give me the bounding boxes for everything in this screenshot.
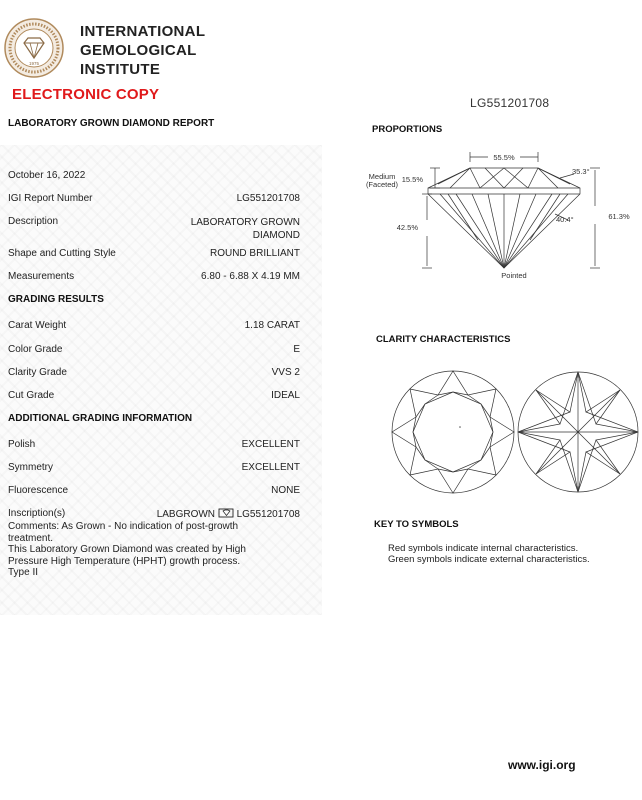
field-value-line: DIAMOND (252, 230, 300, 241)
field-label: Fluorescence (8, 485, 69, 496)
total-depth-value: 61.3% (608, 212, 630, 221)
crown-angle-value: 35.3° (572, 167, 590, 176)
key-line: Green symbols indicate external characteristics. (388, 554, 590, 565)
field-value: EXCELLENT (241, 439, 300, 450)
report-title: LABORATORY GROWN DIAMOND REPORT (8, 118, 215, 129)
seal-year: 1975 (28, 61, 40, 66)
field-label: Clarity Grade (8, 367, 67, 378)
proportions-diagram (360, 140, 642, 290)
field-label: Color Grade (8, 344, 63, 355)
comment-line: Type II (8, 567, 39, 578)
inclusion-mark (459, 426, 461, 428)
field-value: NONE (271, 485, 300, 496)
pavilion-angle-value: 40.4° (556, 215, 574, 224)
comment-line: This Laboratory Grown Diamond was created by High (8, 544, 246, 555)
institute-line: INTERNATIONAL (80, 23, 206, 40)
field-value: 1.18 CARAT (244, 320, 300, 331)
culet-label: Pointed (501, 271, 527, 280)
field-value: E (293, 344, 300, 355)
field-value: 6.80 - 6.88 X 4.19 MM (201, 271, 300, 282)
field-value: VVS 2 (271, 367, 300, 378)
electronic-copy-label: ELECTRONIC COPY (12, 86, 160, 103)
field-label: Carat Weight (8, 320, 67, 331)
report-number-top: LG551201708 (470, 96, 550, 110)
field-value (191, 216, 300, 242)
institute-line: GEMOLOGICAL (80, 42, 197, 59)
website-footer: www.igi.org (508, 758, 576, 772)
field-label: Cut Grade (8, 390, 55, 401)
key-title: KEY TO SYMBOLS (374, 519, 459, 530)
field-label: Shape and Cutting Style (8, 248, 116, 259)
field-value: EXCELLENT (241, 462, 300, 473)
field-label: Symmetry (8, 462, 53, 473)
field-value: LG551201708 (236, 193, 300, 204)
crown-height-value: 15.5% (401, 175, 423, 184)
inscription-value: LG551201708 (236, 509, 300, 520)
comments-block (8, 521, 308, 579)
institute-name (80, 22, 205, 79)
institute-line: INSTITUTE (80, 61, 161, 78)
field-value-line: LABORATORY GROWN (190, 217, 300, 228)
girdle-label: Medium (368, 172, 396, 181)
key-line: Red symbols indicate internal characteristics. (388, 543, 579, 554)
inscription-prefix: LABGROWN (156, 509, 216, 520)
field-label: Polish (8, 439, 36, 450)
field-label: Inscription(s) (8, 508, 66, 519)
field-value (157, 508, 300, 520)
igi-mini-logo-icon (218, 508, 234, 518)
crown-view-diagram (388, 367, 518, 497)
key-text (388, 543, 590, 565)
field-value: IDEAL (271, 390, 300, 401)
comment-line: Comments: As Grown - No indication of post-growth (8, 521, 239, 532)
date-value: October 16, 2022 (8, 170, 86, 181)
pavilion-view-diagram (516, 367, 640, 497)
igi-seal-logo (4, 18, 64, 78)
comment-line: treatment. (8, 532, 54, 544)
table-percentage: 55.5% (493, 153, 515, 162)
additional-info-title: ADDITIONAL GRADING INFORMATION (8, 413, 193, 424)
field-label: Measurements (8, 271, 75, 282)
comment-line: Pressure High Temperature (HPHT) growth process. (8, 555, 241, 567)
proportions-title: PROPORTIONS (372, 124, 443, 135)
pavilion-depth-value: 42.5% (396, 223, 418, 232)
clarity-title: CLARITY CHARACTERISTICS (376, 334, 511, 345)
field-value: ROUND BRILLIANT (209, 248, 300, 259)
field-label: IGI Report Number (8, 193, 93, 204)
field-label: Description (8, 216, 59, 227)
girdle-label: (Faceted) (365, 180, 399, 189)
grading-results-title: GRADING RESULTS (8, 294, 104, 305)
